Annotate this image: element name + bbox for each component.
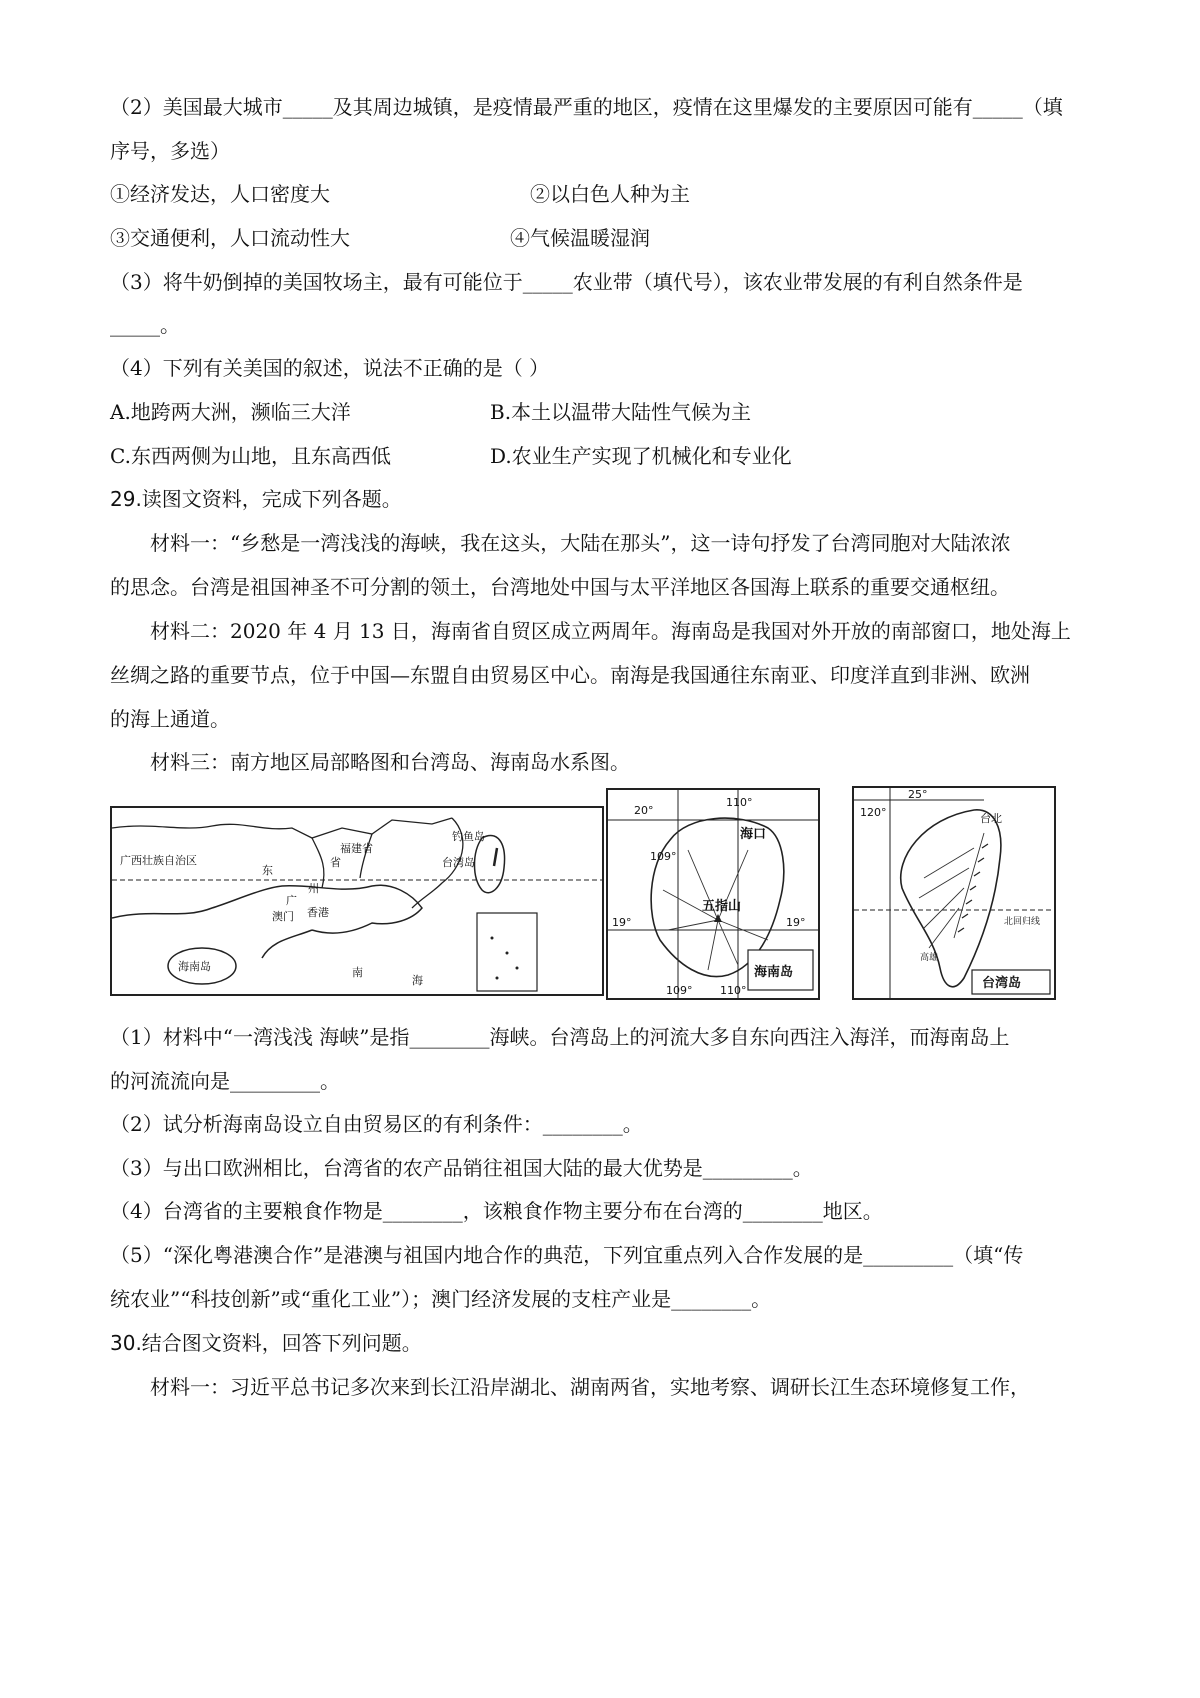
q29-sub1-line1: （1）材料中“一湾浅浅 海峡”是指________海峡。台湾岛上的河流大多自东向西注入海洋，而海南岛上	[110, 1025, 1010, 1049]
q28-p3-line1: （3）将牛奶倒掉的美国牧场主，最有可能位于_____农业带（填代号），该农业带发展的有利自然条件是	[110, 270, 1023, 294]
q28-p2-line1: （2）美国最大城市_____及其周边城镇，是疫情最严重的地区，疫情在这里爆发的主要原因可能有_____（填	[110, 95, 1063, 119]
q29-title: 29.读图文资料，完成下列各题。	[110, 487, 402, 511]
label-19deg-right: 19°	[786, 916, 806, 929]
label-109deg-bottom: 109°	[666, 984, 693, 997]
q29-material2-line3: 的海上通道。	[110, 707, 230, 731]
taiwan-drawing	[854, 788, 1054, 998]
q28-choice-d: D.农业生产实现了机械化和专业化	[490, 444, 792, 468]
q29-sub5-line2: 统农业”“科技创新”或“重化工业”）；澳门经济发展的支柱产业是________。	[110, 1287, 772, 1311]
q29-material3: 材料三：南方地区局部略图和台湾岛、海南岛水系图。	[150, 750, 630, 774]
q29-material2-line2: 丝绸之路的重要节点，位于中国—东盟自由贸易区中心。南海是我国通往东南亚、印度洋直到非洲、欧洲	[110, 663, 1030, 687]
q28-option-4: ④气候温暖湿润	[510, 226, 650, 250]
label-diaoyu: 钓鱼岛	[452, 830, 485, 843]
q29-sub5-line1: （5）“深化粤港澳合作”是港澳与祖国内地合作的典范，下列宜重点列入合作发展的是_________（填“传	[110, 1243, 1024, 1267]
label-110deg-top: 110°	[726, 796, 753, 809]
q28-options-row2	[110, 225, 650, 251]
q28-choice-a: A.地跨两大洲，濒临三大洋	[110, 400, 351, 424]
q28-options-row1	[110, 181, 690, 207]
q29-sub3: （3）与出口欧洲相比，台湾省的农产品销往祖国大陆的最大优势是_________。	[110, 1156, 813, 1180]
map-hainan-island	[606, 788, 820, 1000]
q28-choices-row1	[110, 399, 751, 425]
q29-material1-line1: 材料一：“乡愁是一湾浅浅的海峡，我在这头，大陆在那头”，这一诗句抒发了台湾同胞对大陆浓浓	[150, 531, 1011, 555]
hainan-drawing	[608, 790, 818, 998]
q28-choices-row2	[110, 443, 792, 469]
q29-sub4: （4）台湾省的主要粮食作物是________，该粮食作物主要分布在台湾的________地区。	[110, 1199, 883, 1223]
label-guangxi: 广西壮族自治区	[120, 854, 197, 867]
label-wuzhishan: 五指山	[702, 899, 742, 914]
q29-material1-line2: 的思念。台湾是祖国神圣不可分割的领土，台湾地处中国与太平洋地区各国海上联系的重要交通枢纽。	[110, 575, 1010, 599]
q28-option-1: ①经济发达，人口密度大	[110, 182, 330, 206]
label-hai: 海	[412, 974, 423, 987]
label-20deg: 20°	[634, 804, 654, 817]
map-taiwan-island	[852, 786, 1056, 1000]
label-hainan-title: 海南岛	[754, 965, 794, 980]
label-19deg-left: 19°	[612, 916, 632, 929]
q30-material1: 材料一：习近平总书记多次来到长江沿岸湖北、湖南两省，实地考察、调研长江生态环境修复工作，	[150, 1375, 1030, 1399]
label-taiwan-title: 台湾岛	[982, 976, 1022, 991]
southern-region-drawing	[112, 808, 602, 994]
label-25deg: 25°	[908, 788, 928, 801]
q28-p2-line2: 序号，多选）	[110, 139, 230, 163]
label-gaoxiong: 高雄	[920, 953, 939, 963]
label-guang: 广	[286, 894, 297, 907]
q29-material2-line1: 材料二：2020 年 4 月 13 日，海南省自贸区成立两周年。海南岛是我国对外开放的南部窗口，地处海上	[150, 619, 1071, 643]
label-fujian: 福建省	[340, 842, 373, 855]
label-110deg-bottom: 110°	[720, 984, 747, 997]
q28-choice-b: B.本土以温带大陆性气候为主	[490, 400, 752, 424]
label-hainan: 海南岛	[178, 960, 211, 973]
label-120deg: 120°	[860, 806, 887, 819]
label-hongkong: 香港	[307, 906, 329, 919]
label-nan: 南	[352, 966, 363, 979]
q28-option-3: ③交通便利，人口流动性大	[110, 226, 350, 250]
map-southern-region	[110, 806, 604, 996]
label-macau: 澳门	[272, 910, 294, 923]
label-haikou: 海口	[740, 827, 767, 842]
q29-sub2: （2）试分析海南岛设立自由贸易区的有利条件：________。	[110, 1112, 643, 1136]
q28-p3-line2: _____。	[110, 313, 180, 337]
label-taibei: 台北	[980, 812, 1002, 825]
label-guangzhou: 州	[308, 882, 319, 895]
label-taiwan: 台湾岛	[442, 856, 475, 869]
label-dong: 东	[262, 864, 273, 877]
label-tropic: 北回归线	[1004, 917, 1041, 927]
label-sheng: 省	[330, 856, 341, 869]
q29-sub1-line2: 的河流流向是_________。	[110, 1069, 340, 1093]
q30-title: 30.结合图文资料，回答下列问题。	[110, 1331, 422, 1355]
q28-option-2: ②以白色人种为主	[530, 182, 690, 206]
q28-p4: （4）下列有关美国的叙述，说法不正确的是（ ）	[110, 356, 550, 380]
q28-choice-c: C.东西两侧为山地，且东高西低	[110, 444, 391, 468]
label-109deg-left: 109°	[650, 850, 677, 863]
